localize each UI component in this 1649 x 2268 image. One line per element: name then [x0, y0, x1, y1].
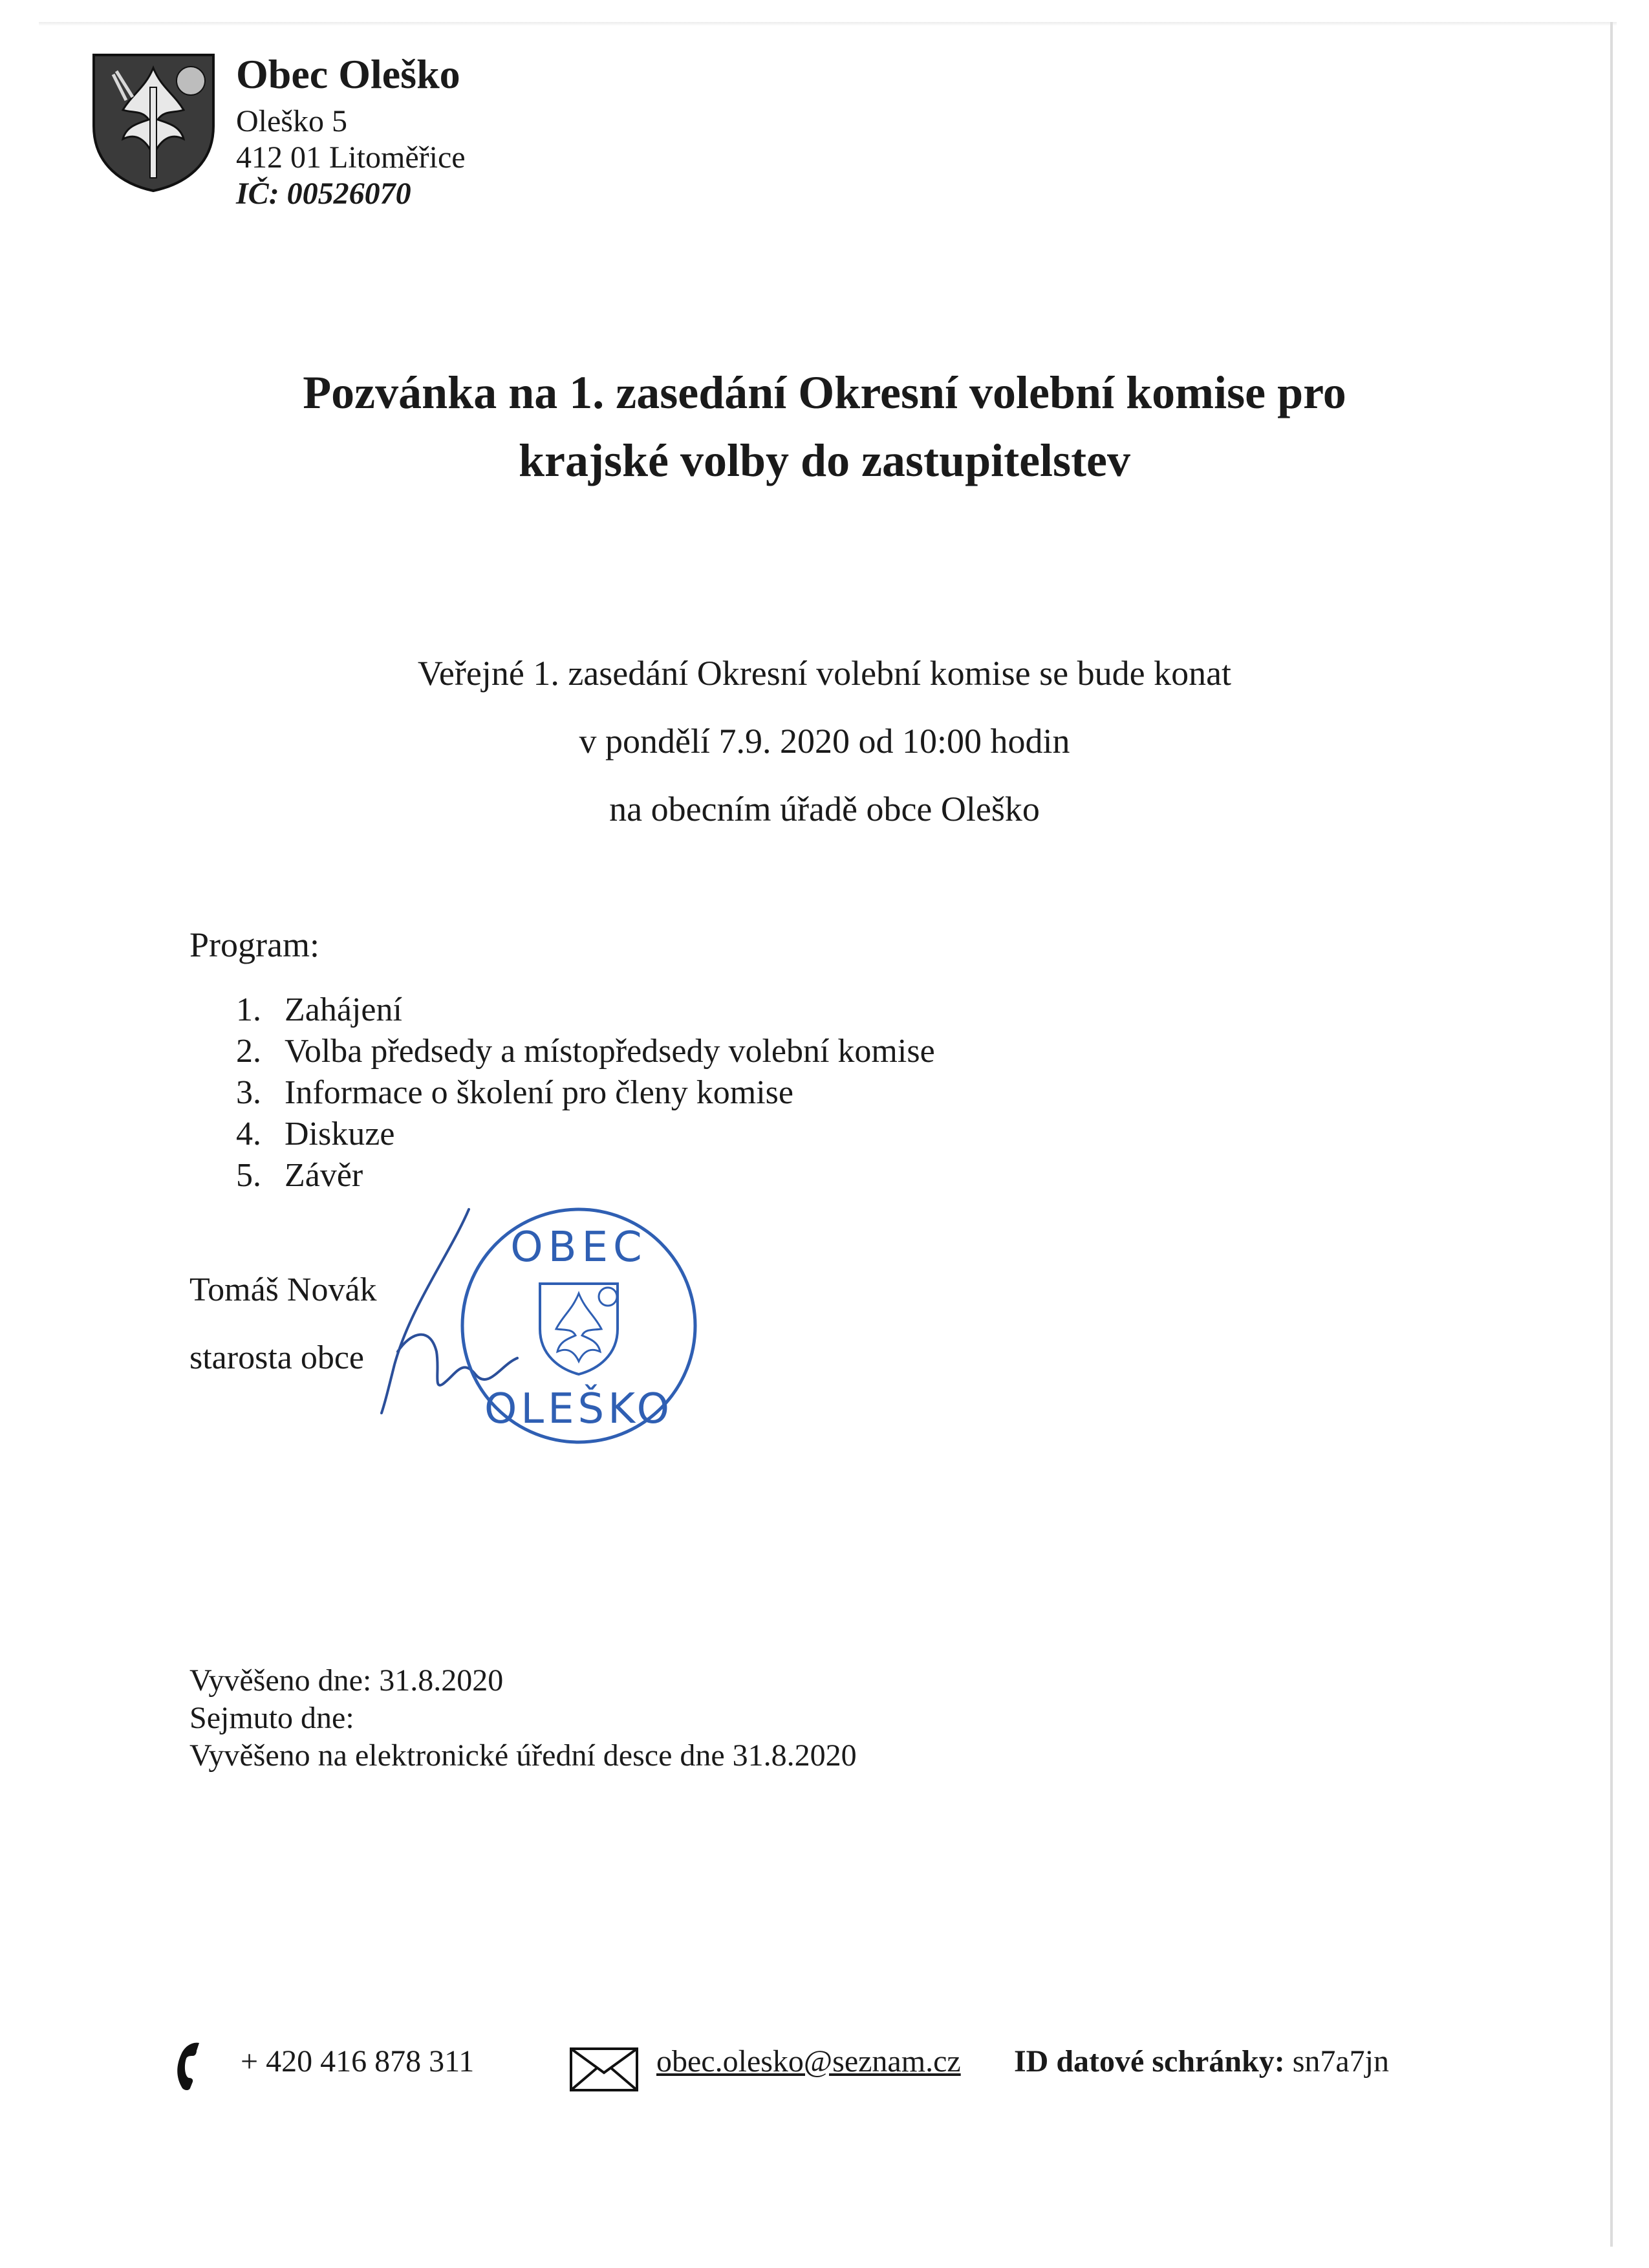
- list-item: [236, 989, 935, 1031]
- company-id: IČ: 00526070: [236, 177, 411, 211]
- list-item: [236, 1072, 935, 1114]
- removed-date: Sejmuto dne:: [189, 1701, 354, 1735]
- posting-info: [189, 1662, 857, 1775]
- list-item: [236, 1155, 935, 1196]
- item-text: Zahájení: [285, 991, 402, 1028]
- posted-date: Vyvěšeno dne: 31.8.2020: [189, 1663, 504, 1698]
- official-stamp-icon: [453, 1200, 705, 1452]
- phone-icon: [173, 2040, 209, 2092]
- item-number: 1.: [236, 991, 261, 1028]
- title-line-1: Pozvánka na 1. zasedání Okresní volební komise pro: [303, 367, 1346, 418]
- page-edge-right: [1610, 22, 1613, 2247]
- stamp-bottom-text: OLEŠKO: [484, 1385, 673, 1433]
- databox-label: ID datové schránky:: [1014, 2044, 1285, 2079]
- phone-number: + 420 416 878 311: [241, 2044, 475, 2079]
- announcement-line-2: v pondělí 7.9. 2020 od 10:00 hodin: [579, 722, 1070, 761]
- coat-of-arms-icon: [87, 49, 220, 194]
- databox-value: sn7a7jn: [1292, 2044, 1390, 2079]
- email-link[interactable]: obec.olesko@seznam.cz: [656, 2044, 961, 2079]
- signer-name: Tomáš Novák: [189, 1271, 377, 1308]
- program-label: Program:: [189, 925, 319, 964]
- org-name: Obec Oleško: [236, 51, 460, 97]
- announcement-line-1: Veřejné 1. zasedání Okresní volební komise se bude konat: [417, 654, 1232, 693]
- list-item: [236, 1114, 935, 1155]
- envelope-icon: [569, 2047, 639, 2092]
- address-line-1: Oleško 5: [236, 104, 347, 138]
- document-title: [0, 359, 1649, 495]
- item-text: Informace o školení pro členy komise: [285, 1074, 793, 1111]
- address-line-2: 412 01 Litoměřice: [236, 140, 466, 175]
- item-number: 2.: [236, 1033, 261, 1070]
- item-number: 5.: [236, 1157, 261, 1194]
- announcement-line-3: na obecním úřadě obce Oleško: [609, 790, 1040, 828]
- agenda-list: [236, 989, 935, 1196]
- electronic-posted-date: Vyvěšeno na elektronické úřední desce dne 31.8.2020: [189, 1738, 857, 1773]
- signer-role: starosta obce: [189, 1339, 365, 1376]
- page-edge: [39, 22, 1617, 26]
- stamp-top-text: OBEC: [510, 1224, 647, 1271]
- item-text: Diskuze: [285, 1116, 395, 1152]
- item-text: Volba předsedy a místopředsedy volební komise: [285, 1033, 935, 1070]
- title-line-2: krajské volby do zastupitelstev: [518, 435, 1131, 486]
- item-number: 3.: [236, 1074, 261, 1111]
- item-number: 4.: [236, 1116, 261, 1152]
- databox-id: [1014, 2044, 1389, 2079]
- item-text: Závěr: [285, 1157, 363, 1194]
- list-item: [236, 1031, 935, 1072]
